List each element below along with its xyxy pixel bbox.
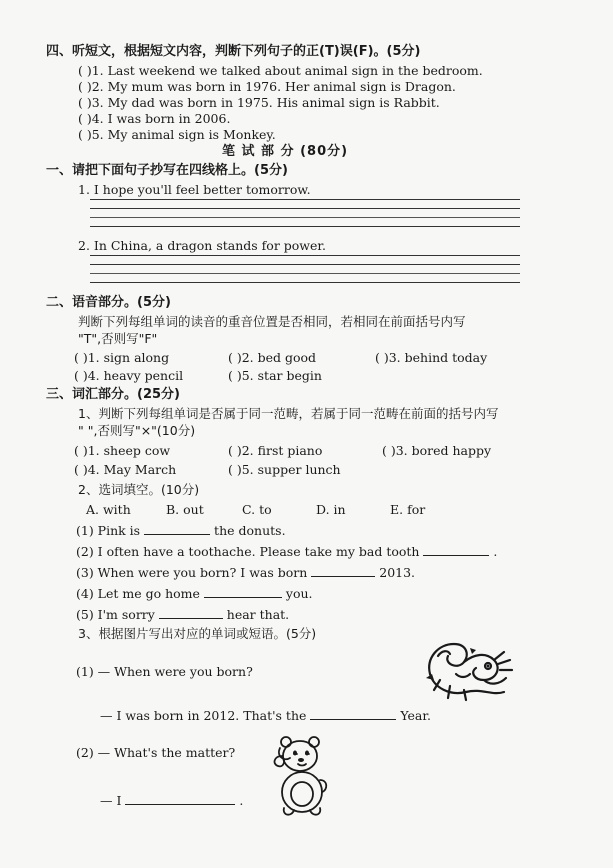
copy-sentence-1: 1. I hope you'll feel better tomorrow. — [78, 182, 311, 197]
dragon-illustration — [420, 634, 516, 706]
fill-in-blank-5[interactable] — [159, 606, 223, 619]
option-c: C. to — [242, 502, 272, 517]
option-b: B. out — [166, 502, 204, 517]
listening-item-2: ( )2. My mum was born in 1976. Her animal sign is Dragon. — [78, 79, 456, 94]
picture-question-2a: (2) — What's the matter? — [76, 745, 236, 760]
category-item-3: ( )3. bored happy — [382, 443, 492, 458]
picture-question-2b-post: . — [235, 793, 244, 808]
section-4-title: 四、听短文，根据短文内容，判断下列句子的正(T)误(F)。(5分) — [46, 44, 421, 59]
fill-in-item-5-pre: (5) I'm sorry — [76, 607, 159, 622]
picture-question-2b-pre: — I — [100, 793, 126, 808]
fill-in-item-3-post: 2013. — [375, 565, 416, 580]
phonics-item-1: ( )1. sign along — [74, 350, 170, 365]
fill-in-item-3 — [76, 564, 415, 581]
copy-sentence-2: 2. In China, a dragon stands for power. — [78, 238, 326, 253]
phonics-instruction-1: 判断下列每组单词的读音的重音位置是否相同，若相同在前面括号内写 — [78, 314, 466, 329]
listening-item-3: ( )3. My dad was born in 1975. His animal sign is Rabbit. — [78, 95, 440, 110]
section-2-title: 二、语音部分。(5分) — [46, 295, 171, 310]
fill-in-item-3-pre: (3) When were you born? I was born — [76, 565, 312, 580]
listening-item-4: ( )4. I was born in 2006. — [78, 111, 231, 126]
picture-question-title: 3、根据图片写出对应的单词或短语。(5分) — [78, 626, 317, 641]
bear-toothache-illustration — [270, 730, 334, 818]
fill-in-item-4-pre: (4) Let me go home — [76, 586, 204, 601]
fill-in-item-1-post: the donuts. — [210, 523, 286, 538]
picture-question-1a: (1) — When were you born? — [76, 664, 253, 679]
fill-in-title: 2、选词填空。(10分) — [78, 482, 200, 497]
picture-answer-blank-1[interactable] — [310, 707, 396, 720]
picture-answer-blank-2[interactable] — [125, 792, 235, 805]
phonics-instruction-2: "T",否则写"F" — [78, 331, 158, 346]
fill-in-blank-2[interactable] — [423, 543, 489, 556]
option-e: E. for — [390, 502, 426, 517]
fill-in-item-1-pre: (1) Pink is — [76, 523, 145, 538]
category-item-1: ( )1. sheep cow — [74, 443, 171, 458]
section-3-title: 三、词汇部分。(25分) — [46, 387, 180, 402]
fill-in-item-2-pre: (2) I often have a toothache. Please take my bad tooth — [76, 544, 424, 559]
category-item-4: ( )4. May March — [74, 462, 177, 477]
fill-in-item-2 — [76, 543, 497, 560]
fill-in-blank-1[interactable] — [144, 522, 210, 535]
option-d: D. in — [316, 502, 346, 517]
phonics-item-3: ( )3. behind today — [375, 350, 488, 365]
category-item-5: ( )5. supper lunch — [228, 462, 341, 477]
category-instruction-2: " ",否则写"×"(10分) — [78, 423, 196, 438]
section-1-title: 一、请把下面句子抄写在四线格上。(5分) — [46, 163, 288, 178]
phonics-item-4: ( )4. heavy pencil — [74, 368, 184, 383]
option-a: A. with — [86, 502, 131, 517]
category-instruction-1: 1、判断下列每组单词是否属于同一范畴，若属于同一范畴在前面的括号内写 — [78, 406, 499, 421]
fill-in-item-2-post: . — [489, 544, 498, 559]
fill-in-item-4 — [76, 585, 313, 602]
four-line-grid-1 — [90, 199, 520, 235]
phonics-item-2: ( )2. bed good — [228, 350, 317, 365]
fill-in-item-1 — [76, 522, 286, 539]
fill-in-item-4-post: you. — [281, 586, 313, 601]
listening-item-1: ( )1. Last weekend we talked about animal sign in the bedroom. — [78, 63, 483, 78]
picture-question-1b — [100, 707, 431, 724]
phonics-item-5: ( )5. star begin — [228, 368, 322, 383]
fill-in-item-5-post: hear that. — [222, 607, 290, 622]
fill-in-item-5 — [76, 606, 289, 623]
picture-question-1b-post: Year. — [396, 708, 431, 723]
picture-question-2b — [100, 792, 243, 809]
category-item-2: ( )2. first piano — [228, 443, 323, 458]
fill-in-blank-4[interactable] — [204, 585, 282, 598]
fill-in-blank-3[interactable] — [311, 564, 375, 577]
written-part-title: 笔 试 部 分 (80分) — [222, 144, 349, 159]
four-line-grid-2 — [90, 255, 520, 291]
picture-question-1b-pre: — I was born in 2012. That's the — [100, 708, 311, 723]
listening-item-5: ( )5. My animal sign is Monkey. — [78, 127, 276, 142]
